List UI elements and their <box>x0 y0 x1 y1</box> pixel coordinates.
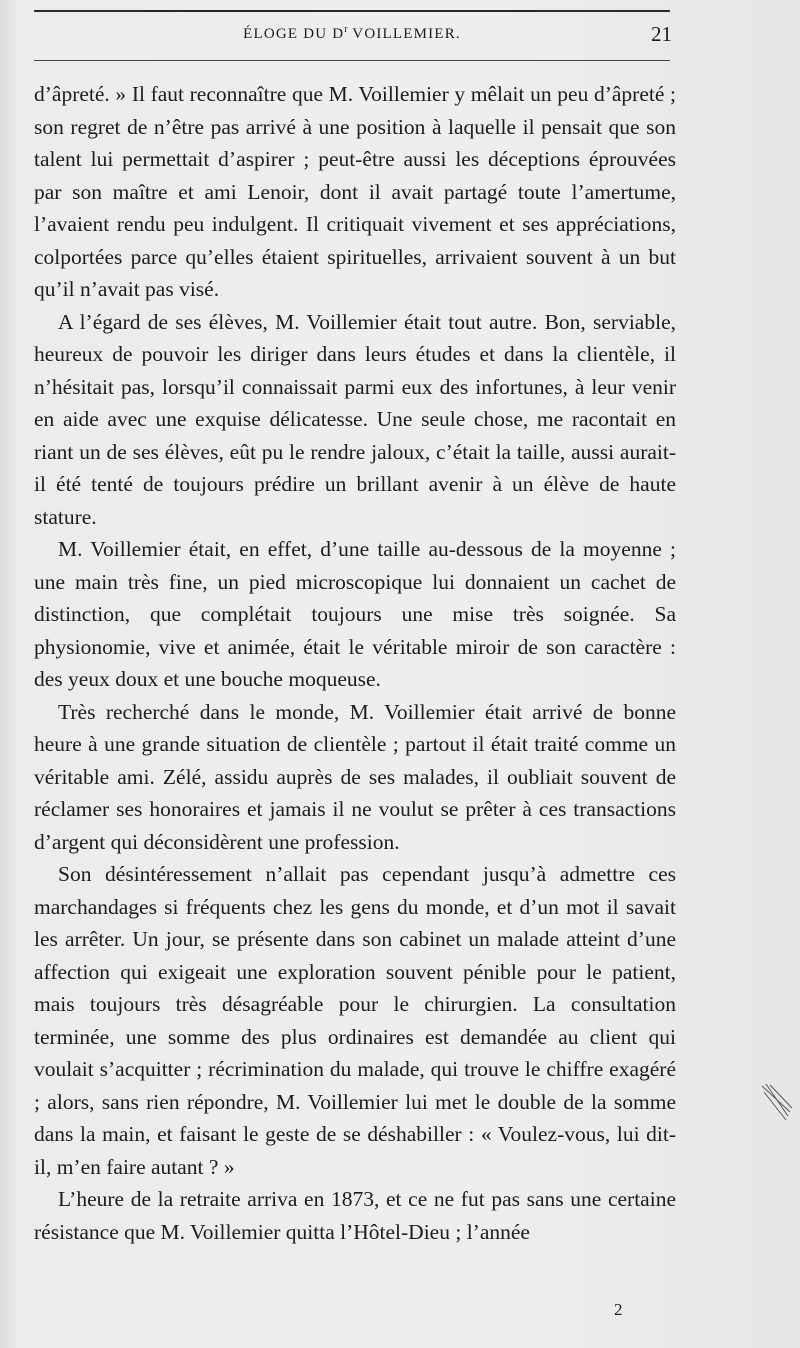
paragraph: Son désintéressement n’allait pas cependant jusqu’à admettre ces marchandages si fréquents chez les gens du monde, et d’un mot il savait les arrêter. Un jour, se présente dans son cabinet un malade atteint d’une affection qui exigeait une exploration souvent pénible pour le patient, mais toujours très désagréable pour le chirurgien. La consultation terminée, une somme des plus ordinaires est demandée au client qui voulait s’acquitter ; récrimination du malade, qui trouve le chiffre exagéré ; alors, sans rien répondre, M. Voillemier lui met le double de la somme dans la main, et faisant le geste de se déshabiller : « Voulez-vous, lui dit-il, m’en faire autant ? » <box>34 862 676 1179</box>
paragraph: L’heure de la retraite arriva en 1873, et ce ne fut pas sans une certaine résistance que M. Voillemier quitta l’Hôtel-Dieu ; l’année <box>34 1187 676 1244</box>
signature-mark: 2 <box>614 1300 623 1319</box>
running-head <box>34 24 670 50</box>
body-text <box>34 78 676 1248</box>
running-head-title <box>34 24 670 43</box>
title-main: ÉLOGE DU D <box>243 26 345 42</box>
paragraph: d’âpreté. » Il faut reconnaître que M. Voillemier y mêlait un peu d’âpreté ; son regret de n’être pas arrivé à une position à laquelle il pensait que son talent lui permettait d’aspirer ; peut-être aussi les déceptions éprouvées par son maître et ami Lenoir, dont il avait partagé toute l’amertume, l’avaient rendu peu indulgent. Il critiquait vivement et ses appréciations, colportées parce qu’elles étaient spirituelles, arrivaient souvent à un but qu’il n’avait pas visé. <box>34 82 676 301</box>
title-superscript: r <box>344 24 348 35</box>
paragraph: Très recherché dans le monde, M. Voillemier était arrivé de bonne heure à une grande situation de clientèle ; partout il était traité comme un véritable ami. Zélé, assidu auprès de ses malades, il oubliait souvent de réclamer ses honoraires et jamais il ne voulut se prêter à ces transactions d’argent qui déconsidèrent une profession. <box>34 699 676 854</box>
ink-speck <box>760 1082 794 1122</box>
title-rest: VOILLEMIER. <box>347 26 461 42</box>
paragraph: A l’égard de ses élèves, M. Voillemier était tout autre. Bon, serviable, heureux de pouvoir les diriger dans leurs études et dans la clientèle, il n’hésitait pas, lorsqu’il connaissait parmi eux des infortunes, à leur venir en aide avec une exquise délicatesse. Une seule chose, me racontait en riant un de ses élèves, eût pu le rendre jaloux, c’était la taille, aussi aurait-il été tenté de toujours prédire un brillant avenir à un élève de haute stature. <box>34 309 676 529</box>
page-number: 21 <box>651 22 672 46</box>
paragraph: M. Voillemier était, en effet, d’une taille au-dessous de la moyenne ; une main très fine, un pied microscopique lui donnaient un cachet de distinction, que complétait toujours une mise très soignée. Sa physionomie, vive et animée, était le véritable miroir de son caractère : des yeux doux et une bouche moqueuse. <box>34 537 676 691</box>
header-top-rule <box>34 10 670 12</box>
header-bottom-rule <box>34 60 670 61</box>
